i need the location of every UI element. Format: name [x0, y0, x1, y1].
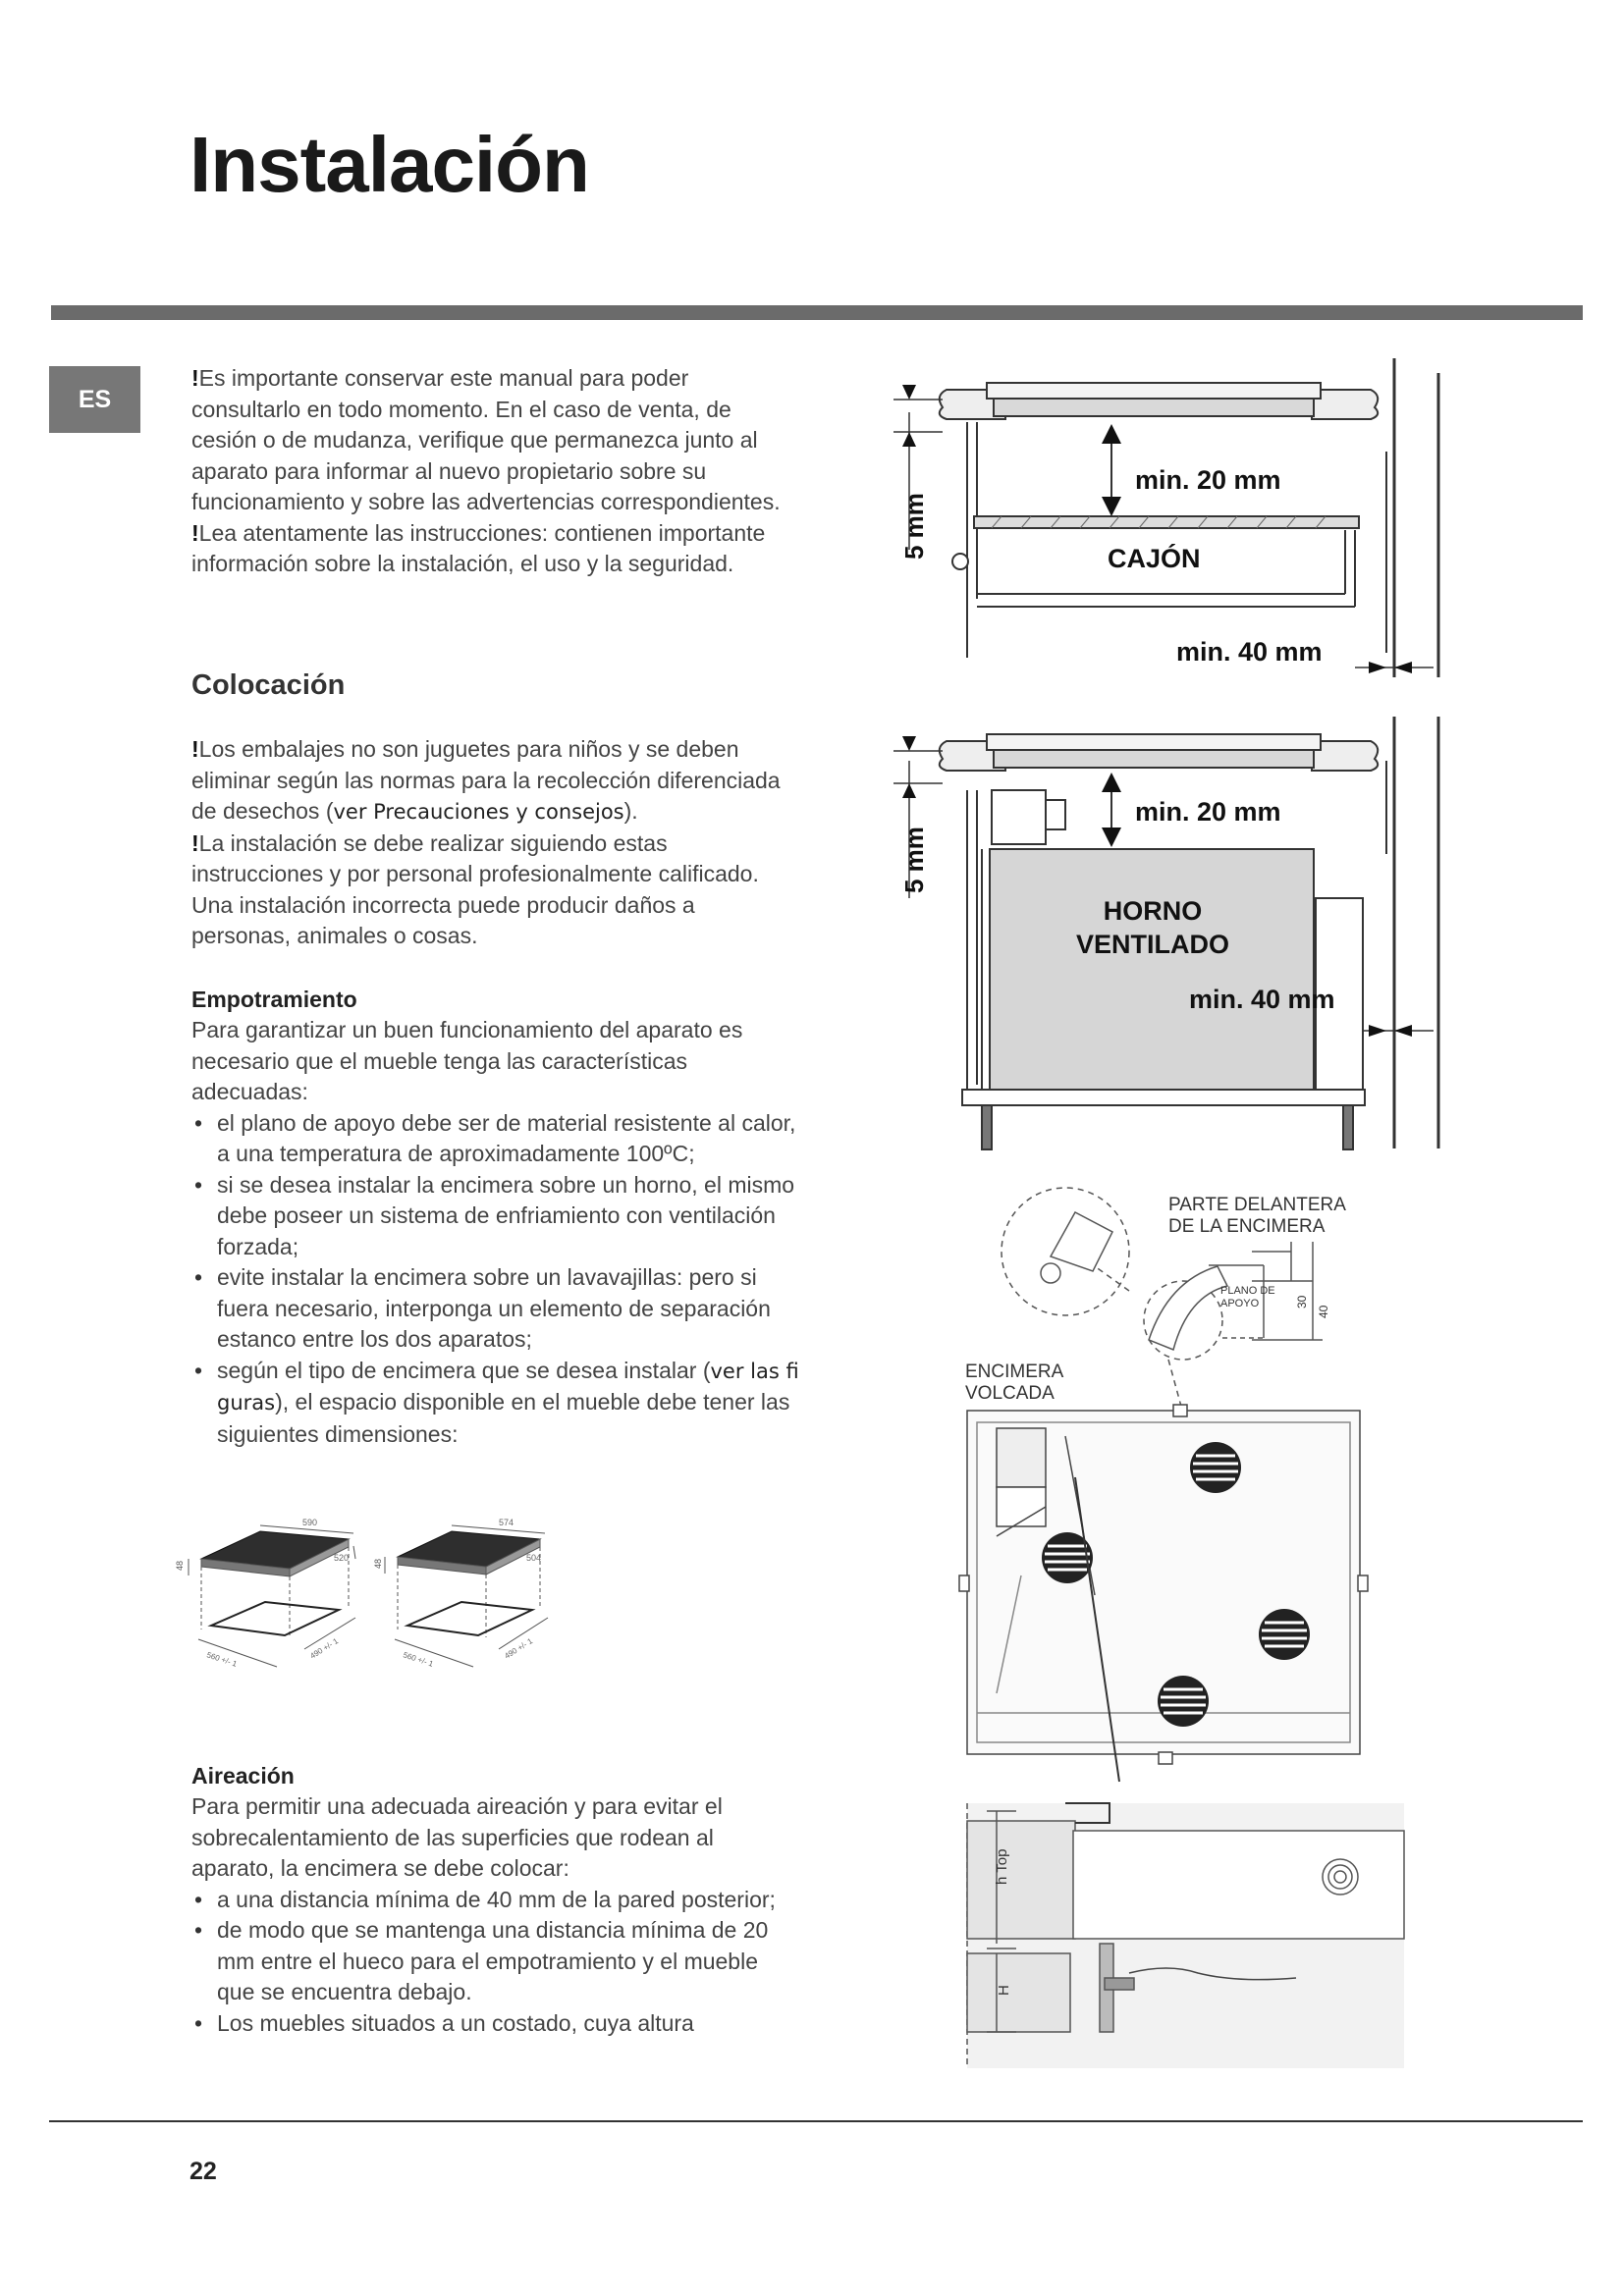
aireacion-list — [191, 1885, 800, 2040]
aireacion-section — [191, 1761, 800, 2039]
list-item: • de modo que se mantenga una distancia mínima de 20 mm entre el hueco para el empotramiento y el mueble que se encuentra debajo. — [191, 1915, 800, 2008]
empotramiento-list — [191, 1108, 800, 1451]
language-tab: ES — [49, 366, 140, 433]
empotramiento-section — [191, 985, 800, 1450]
arrow-right-icon — [1369, 1025, 1386, 1037]
h-top-label: h Top — [994, 1848, 1010, 1885]
heading-aireacion: Aireación — [191, 1763, 295, 1789]
bracket-installation-diagram — [957, 1183, 1424, 2076]
list-item: • si se desea instalar la encimera sobre un horno, el mismo debe poseer un sistema de enfriamiento con ventilación forzada; — [191, 1170, 800, 1263]
front-label-line1: PARTE DELANTERA — [1168, 1195, 1346, 1215]
front-label-line2: DE LA ENCIMERA — [1168, 1216, 1326, 1237]
dim-30-label: 30 — [1295, 1295, 1309, 1308]
drawer-label: CAJÓN — [1108, 544, 1201, 573]
header-divider — [51, 305, 1583, 320]
footer-divider — [49, 2120, 1583, 2122]
gap-5mm-label: 5 mm — [899, 493, 929, 560]
oven-clearance-diagram — [884, 702, 1453, 1153]
hob2-cut-depth: 490 +/- 1 — [503, 1636, 535, 1661]
hob2-cut-width: 560 +/- 1 — [402, 1650, 435, 1669]
arrow-left-icon — [1394, 662, 1412, 673]
min-20mm-label: min. 20 mm — [1135, 797, 1281, 827]
arrow-down-icon — [1102, 828, 1121, 847]
gap-5mm-label: 5 mm — [899, 827, 929, 893]
hob2-depth: 504 — [526, 1553, 542, 1563]
list-item: • a una distancia mínima de 40 mm de la pared posterior; — [191, 1885, 800, 1916]
h-label: H — [996, 1985, 1012, 1996]
oven-label-line2: VENTILADO — [1075, 930, 1230, 959]
support-label-line1: PLANO DE — [1220, 1285, 1275, 1297]
colocacion-paragraph-2: !La instalación se debe realizar siguiendo estas instrucciones y por personal profesionalmente calificado. Una instalación incorrecta puede producir daños a personas, animales o cosas. — [191, 829, 759, 948]
arrow-up-icon — [1102, 424, 1121, 444]
warning-mark: ! — [191, 519, 199, 546]
dim-40-label: 40 — [1317, 1305, 1330, 1318]
arrow-down-icon — [902, 736, 916, 751]
cross-section-drawing — [967, 1803, 1404, 2068]
cross-reference: ver Precauciones y consejos — [333, 800, 624, 824]
hob-label-line1: ENCIMERA — [965, 1362, 1064, 1382]
hob2-width: 574 — [499, 1518, 514, 1527]
arrow-up-icon — [1102, 773, 1121, 792]
hob1-width: 590 — [302, 1518, 318, 1527]
page-title: Instalación — [189, 121, 589, 208]
arrow-down-icon — [1102, 497, 1121, 516]
min-40mm-label: min. 40 mm — [1176, 637, 1323, 667]
list-item: • evite instalar la encimera sobre un lavavajillas: pero si fuera necesario, interponga un elemento de separación estanco entre los dos aparatos; — [191, 1262, 800, 1356]
colocacion-paragraph-1: !Los embalajes no son juguetes para niños y se deben eliminar según las normas para la recolección diferenciada de desechos (ver Precauciones y consejos). — [191, 736, 781, 824]
list-item: • Los muebles situados a un costado, cuya altura — [191, 2008, 800, 2040]
intro-paragraph-2: !Lea atentamente las instrucciones: contienen importante información sobre la instalación, el uso y la seguridad. — [191, 519, 766, 576]
hob-dimension-drawings — [175, 1502, 579, 1698]
hob1-depth: 520 — [334, 1553, 350, 1563]
min-20mm-label: min. 20 mm — [1135, 465, 1281, 495]
colocacion-section — [191, 734, 800, 952]
cross-reference: ver las fi guras — [217, 1359, 799, 1415]
arrow-up-icon — [902, 432, 916, 447]
aireacion-intro: Para permitir una adecuada aireación y para evitar el sobrecalentamiento de las superficies que rodean al aparato, la encimera se debe colocar: — [191, 1793, 723, 1881]
empotramiento-intro: Para garantizar un buen funcionamiento del aparato es necesario que el mueble tenga las características adecuadas: — [191, 1017, 743, 1104]
page-number: 22 — [189, 2158, 217, 2185]
arrow-up-icon — [902, 783, 916, 798]
hob2-height: 48 — [373, 1558, 383, 1569]
min-40mm-label: min. 40 mm — [1189, 985, 1335, 1014]
hob1-height: 48 — [175, 1560, 185, 1571]
heading-colocacion: Colocación — [191, 669, 346, 701]
heading-empotramiento: Empotramiento — [191, 987, 357, 1012]
warning-mark: ! — [191, 365, 199, 391]
hob1-cut-width: 560 +/- 1 — [205, 1650, 239, 1669]
arrow-right-icon — [1369, 662, 1386, 673]
intro-section — [191, 363, 800, 580]
drawer-clearance-diagram — [884, 353, 1453, 687]
oven-label-line1: HORNO — [1103, 896, 1203, 926]
warning-mark: ! — [191, 829, 199, 856]
list-item: • el plano de apoyo debe ser de material resistente al calor, a una temperatura de aproximadamente 100ºC; — [191, 1108, 800, 1170]
arrow-down-icon — [902, 385, 916, 400]
arrow-left-icon — [1394, 1025, 1412, 1037]
hob-label-line2: VOLCADA — [965, 1383, 1055, 1404]
support-label-line2: APOYO — [1220, 1298, 1260, 1309]
list-item: • según el tipo de encimera que se desea instalar (ver las fi guras), el espacio disponible en el mueble debe tener las siguientes dimensiones: — [191, 1356, 800, 1451]
intro-paragraph-1: !Es importante conservar este manual para poder consultarlo en todo momento. En el caso de venta, de cesión o de mudanza, verifique que permanezca junto al aparato para informar al nuevo propietario sobre su funcionamiento y sobre las advertencias correspondientes. — [191, 365, 781, 514]
warning-mark: ! — [191, 736, 199, 762]
hob1-cut-depth: 490 +/- 1 — [308, 1636, 341, 1661]
